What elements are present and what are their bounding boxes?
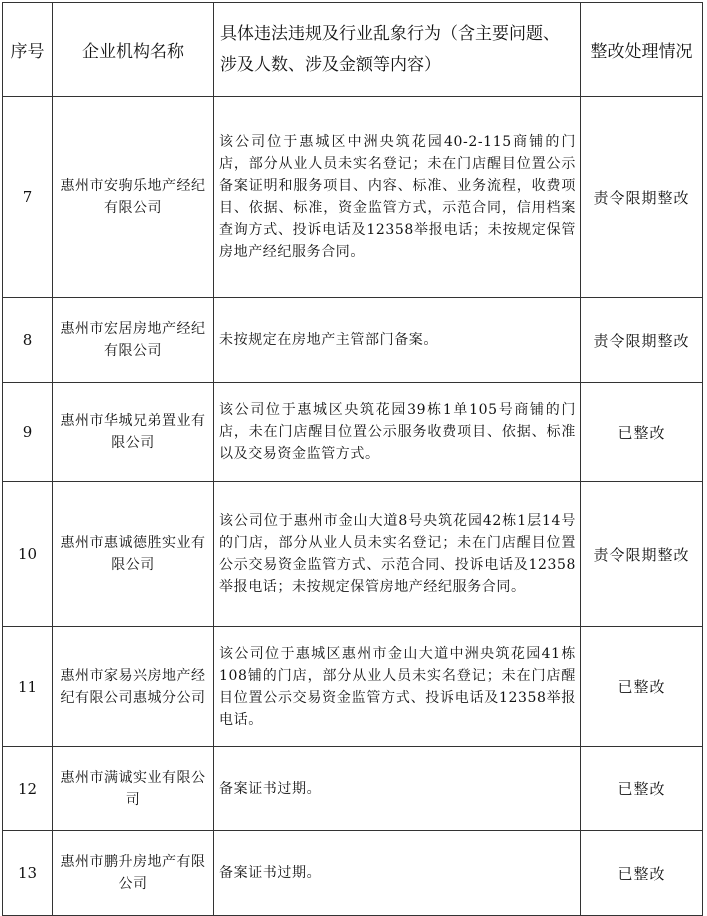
row-company-name: 惠州市惠诚德胜实业有限公司 [53,482,214,627]
table-row [3,747,703,831]
row-violation-description: 该公司位于惠城区央筑花园39栋1单105号商铺的门店，未在门店醒目位置公示服务收费项目、依据、标准以及交易资金监管方式。 [214,383,581,482]
row-seq: 7 [3,97,53,298]
header-rectification-status: 整改处理情况 [581,3,703,97]
table-row [3,831,703,916]
row-rectification-status: 责令限期整改 [581,482,703,627]
header-company-name: 企业机构名称 [53,3,214,97]
row-company-name: 惠州市安驹乐地产经纪有限公司 [53,97,214,298]
row-seq: 9 [3,383,53,482]
row-seq: 11 [3,627,53,747]
row-company-name: 惠州市华城兄弟置业有限公司 [53,383,214,482]
row-violation-description: 该公司位于惠城区中洲央筑花园40-2-115商铺的门店，部分从业人员未实名登记；未在门店醒目位置公示备案证明和服务项目、内容、标准、业务流程，收费项目、依据、标准，资金监管方式，示范合同，信用档案查询方式、投诉电话及12358举报电话；未按规定保管房地产经纪服务合同。 [214,97,581,298]
row-violation-description: 备案证书过期。 [214,831,581,916]
table-row [3,383,703,482]
row-rectification-status: 已整改 [581,383,703,482]
row-seq: 12 [3,747,53,831]
header-seq: 序号 [3,3,53,97]
table-row [3,298,703,383]
row-violation-description: 该公司位于惠州市金山大道8号央筑花园42栋1层14号的门店，部分从业人员未实名登记；未在门店醒目位置公示交易资金监管方式、示范合同、投诉电话及12358举报电话；未按规定保管房地产经纪服务合同。 [214,482,581,627]
row-violation-description: 该公司位于惠城区惠州市金山大道中洲央筑花园41栋108铺的门店，部分从业人员未实名登记；未在门店醒目位置公示交易资金监管方式、投诉电话及12358举报电话。 [214,627,581,747]
row-rectification-status: 责令限期整改 [581,97,703,298]
row-company-name: 惠州市满诚实业有限公司 [53,747,214,831]
row-company-name: 惠州市鹏升房地产有限公司 [53,831,214,916]
table-row [3,97,703,298]
row-seq: 8 [3,298,53,383]
table-header-row [3,3,703,97]
table-row [3,627,703,747]
row-rectification-status: 已整改 [581,747,703,831]
violations-table [2,2,703,916]
row-company-name: 惠州市家易兴房地产经纪有限公司惠城分公司 [53,627,214,747]
row-violation-description: 备案证书过期。 [214,747,581,831]
row-violation-description: 未按规定在房地产主管部门备案。 [214,298,581,383]
row-company-name: 惠州市宏居房地产经纪有限公司 [53,298,214,383]
row-seq: 10 [3,482,53,627]
row-rectification-status: 责令限期整改 [581,298,703,383]
row-rectification-status: 已整改 [581,831,703,916]
header-violation-description: 具体违法违规及行业乱象行为（含主要问题、涉及人数、涉及金额等内容） [214,3,581,97]
row-rectification-status: 已整改 [581,627,703,747]
table-row [3,482,703,627]
row-seq: 13 [3,831,53,916]
